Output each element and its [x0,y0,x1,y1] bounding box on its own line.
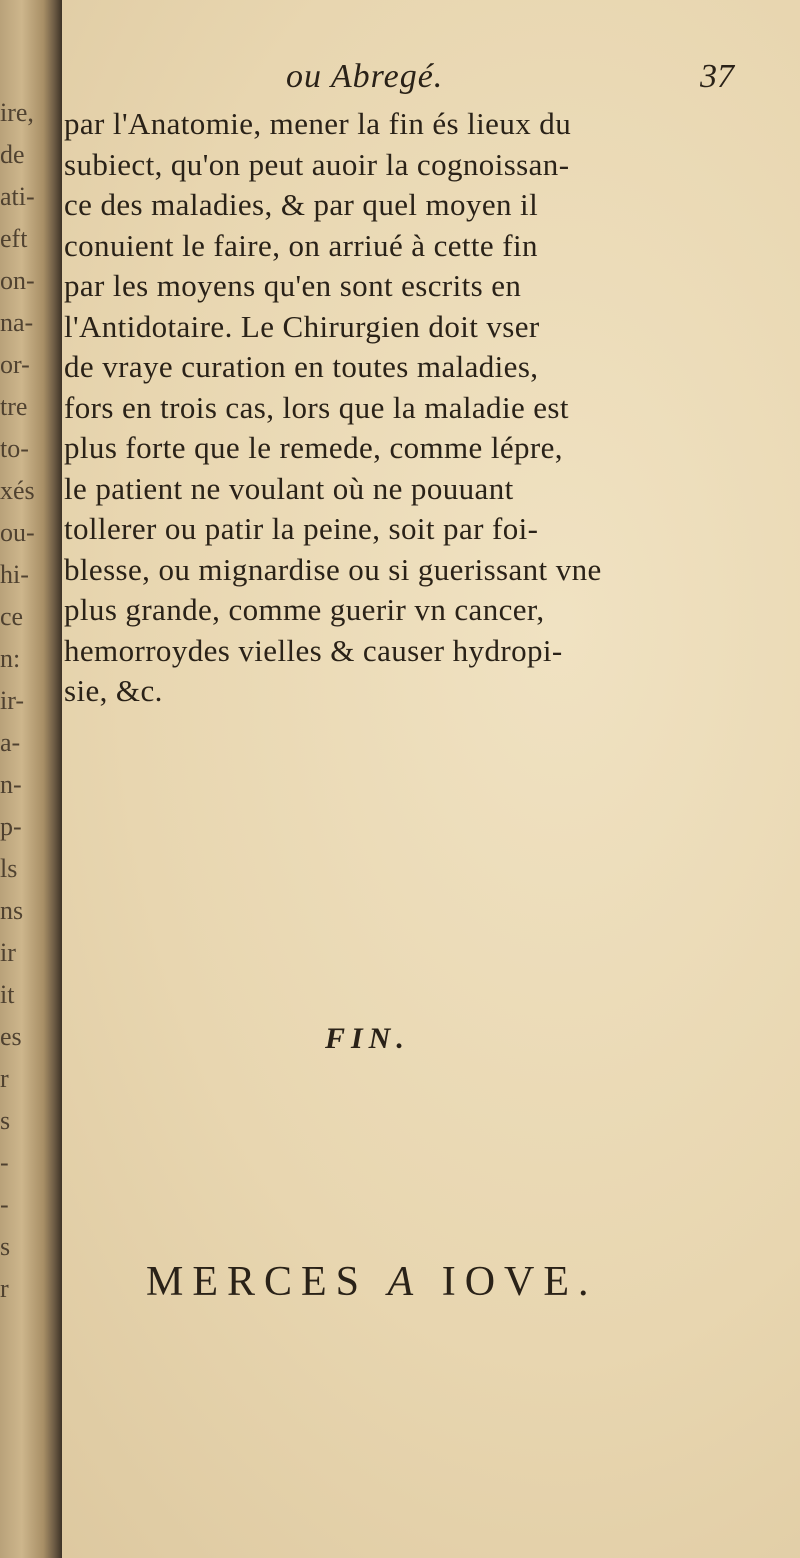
facing-fragment: r [0,1064,9,1093]
facing-fragment: ir [0,938,16,967]
text-line: par l'Anatomie, mener la fin és lieux du [64,106,572,141]
facing-fragment: tre [0,392,28,421]
motto-word: MERCES [146,1259,369,1305]
text-line: plus grande, comme guerir vn cancer, [64,592,545,627]
text-line: conuient le faire, on arriué à cette fin [64,227,538,263]
facing-fragment: ire, [0,98,34,127]
text-line: le patient ne voulant où ne pouuant [64,470,514,506]
running-title: ou Abregé. [286,58,444,95]
fin-colophon: FIN. [325,1022,410,1055]
facing-page-fragments [0,92,44,1310]
text-line: plus forte que le remede, comme lépre, [64,430,563,465]
motto-word: A [387,1259,423,1305]
facing-fragment: ir- [0,686,25,715]
facing-fragment: de [0,140,25,169]
facing-fragment: ce [0,602,24,631]
facing-fragment: xés [0,476,35,505]
text-line: l'Antidotaire. Le Chirurgien doit vser [64,308,540,344]
text-line: de vraye curation en toutes maladies, [64,349,539,384]
facing-fragment: ns [0,896,24,925]
facing-fragment: s [0,1106,11,1135]
facing-fragment: - [0,1148,9,1177]
facing-fragment: ati- [0,182,35,211]
facing-fragment: p- [0,812,22,841]
facing-fragment: eft [0,224,28,253]
facing-fragment: hi- [0,560,29,589]
text-line: ce des maladies, & par quel moyen il [64,187,539,222]
facing-fragment: es [0,1022,22,1051]
text-line: tollerer ou patir la peine, soit par foi- [64,511,539,546]
page-header [64,58,734,108]
facing-fragment: na- [0,308,34,337]
facing-fragment: ou- [0,518,35,547]
facing-fragment: r [0,1274,9,1303]
facing-fragment: - [0,1190,9,1219]
facing-fragment: to- [0,434,29,463]
text-line: sie, &c. [64,673,163,708]
text-line: blesse, ou mignardise ou si guerissant vne [64,551,602,587]
text-line: par les moyens qu'en sont escrits en [64,268,522,303]
body-text [64,104,740,712]
facing-fragment: n- [0,770,22,799]
binding-gutter [0,0,62,1558]
page-number: 37 [700,58,734,95]
facing-fragment: or- [0,350,30,379]
text-line: hemorroydes vielles & causer hydropi- [64,632,563,668]
facing-fragment: s [0,1232,11,1261]
text-line: fors en trois cas, lors que la maladie est [64,389,569,425]
facing-fragment: a- [0,728,21,757]
facing-fragment: on- [0,266,35,295]
facing-fragment: ls [0,854,18,883]
facing-fragment: it [0,980,15,1009]
facing-fragment: n: [0,644,21,673]
motto-word: IOVE. [441,1259,598,1305]
closing-motto [146,1258,598,1306]
text-line: subiect, qu'on peut auoir la cognoissan- [64,146,570,182]
